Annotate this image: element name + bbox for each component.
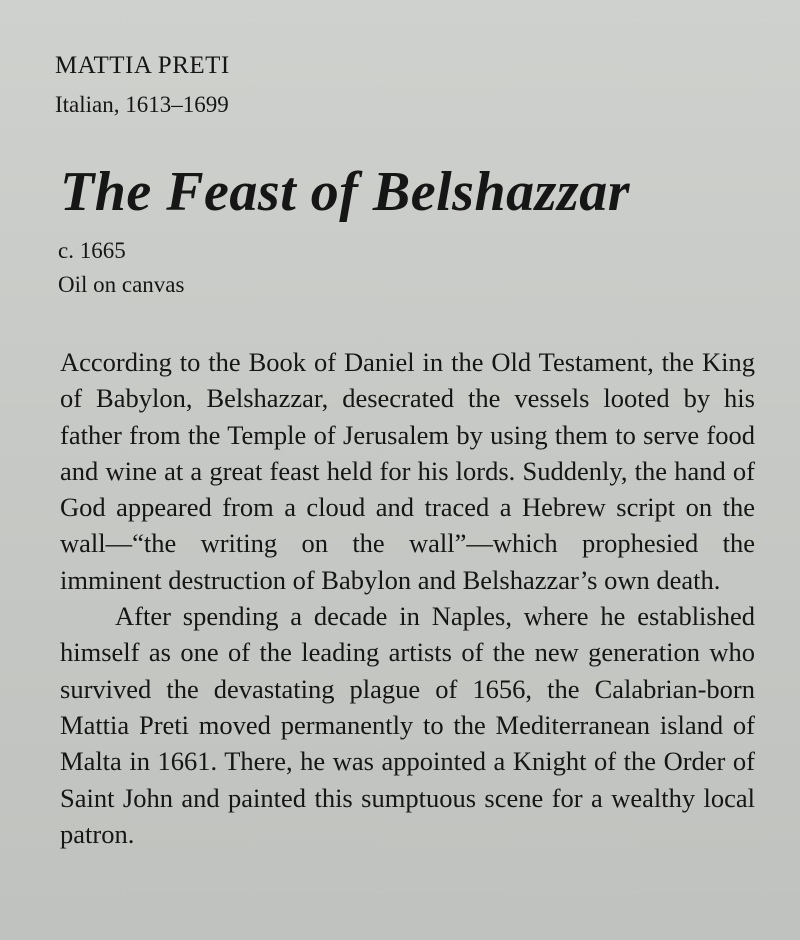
description-paragraph-1: According to the Book of Daniel in the Old Testament, the King of Babylon, Belshazzar, desecrated the vessels looted by his father from the Temple of Jerusalem by using them to serve food and wine at a great feast held for his lords. Suddenly, the hand of God appeared from a cloud and traced a Hebrew script on the wall—“the writing on the wall”—which prophesied the imminent destruction of Babylon and Belshazzar’s own death. (60, 347, 755, 595)
description-text (60, 344, 755, 852)
artwork-date: c. 1665 (58, 238, 126, 263)
artist-name: MATTIA PRETI (55, 52, 230, 79)
description-paragraph-2: After spending a decade in Naples, where he established himself as one of the leading artists of the new generation who survived the devastating plague of 1656, the Calabrian-born Mattia Preti moved permanently to the Mediterranean island of Malta in 1661. There, he was appointed a Knight of the Order of Saint John and painted this sumptuous scene for a wealthy local patron. (60, 601, 755, 849)
artwork-title: The Feast of Belshazzar (60, 161, 630, 223)
artwork-medium: Oil on canvas (58, 272, 185, 297)
artist-nationality-dates: Italian, 1613–1699 (55, 92, 229, 117)
